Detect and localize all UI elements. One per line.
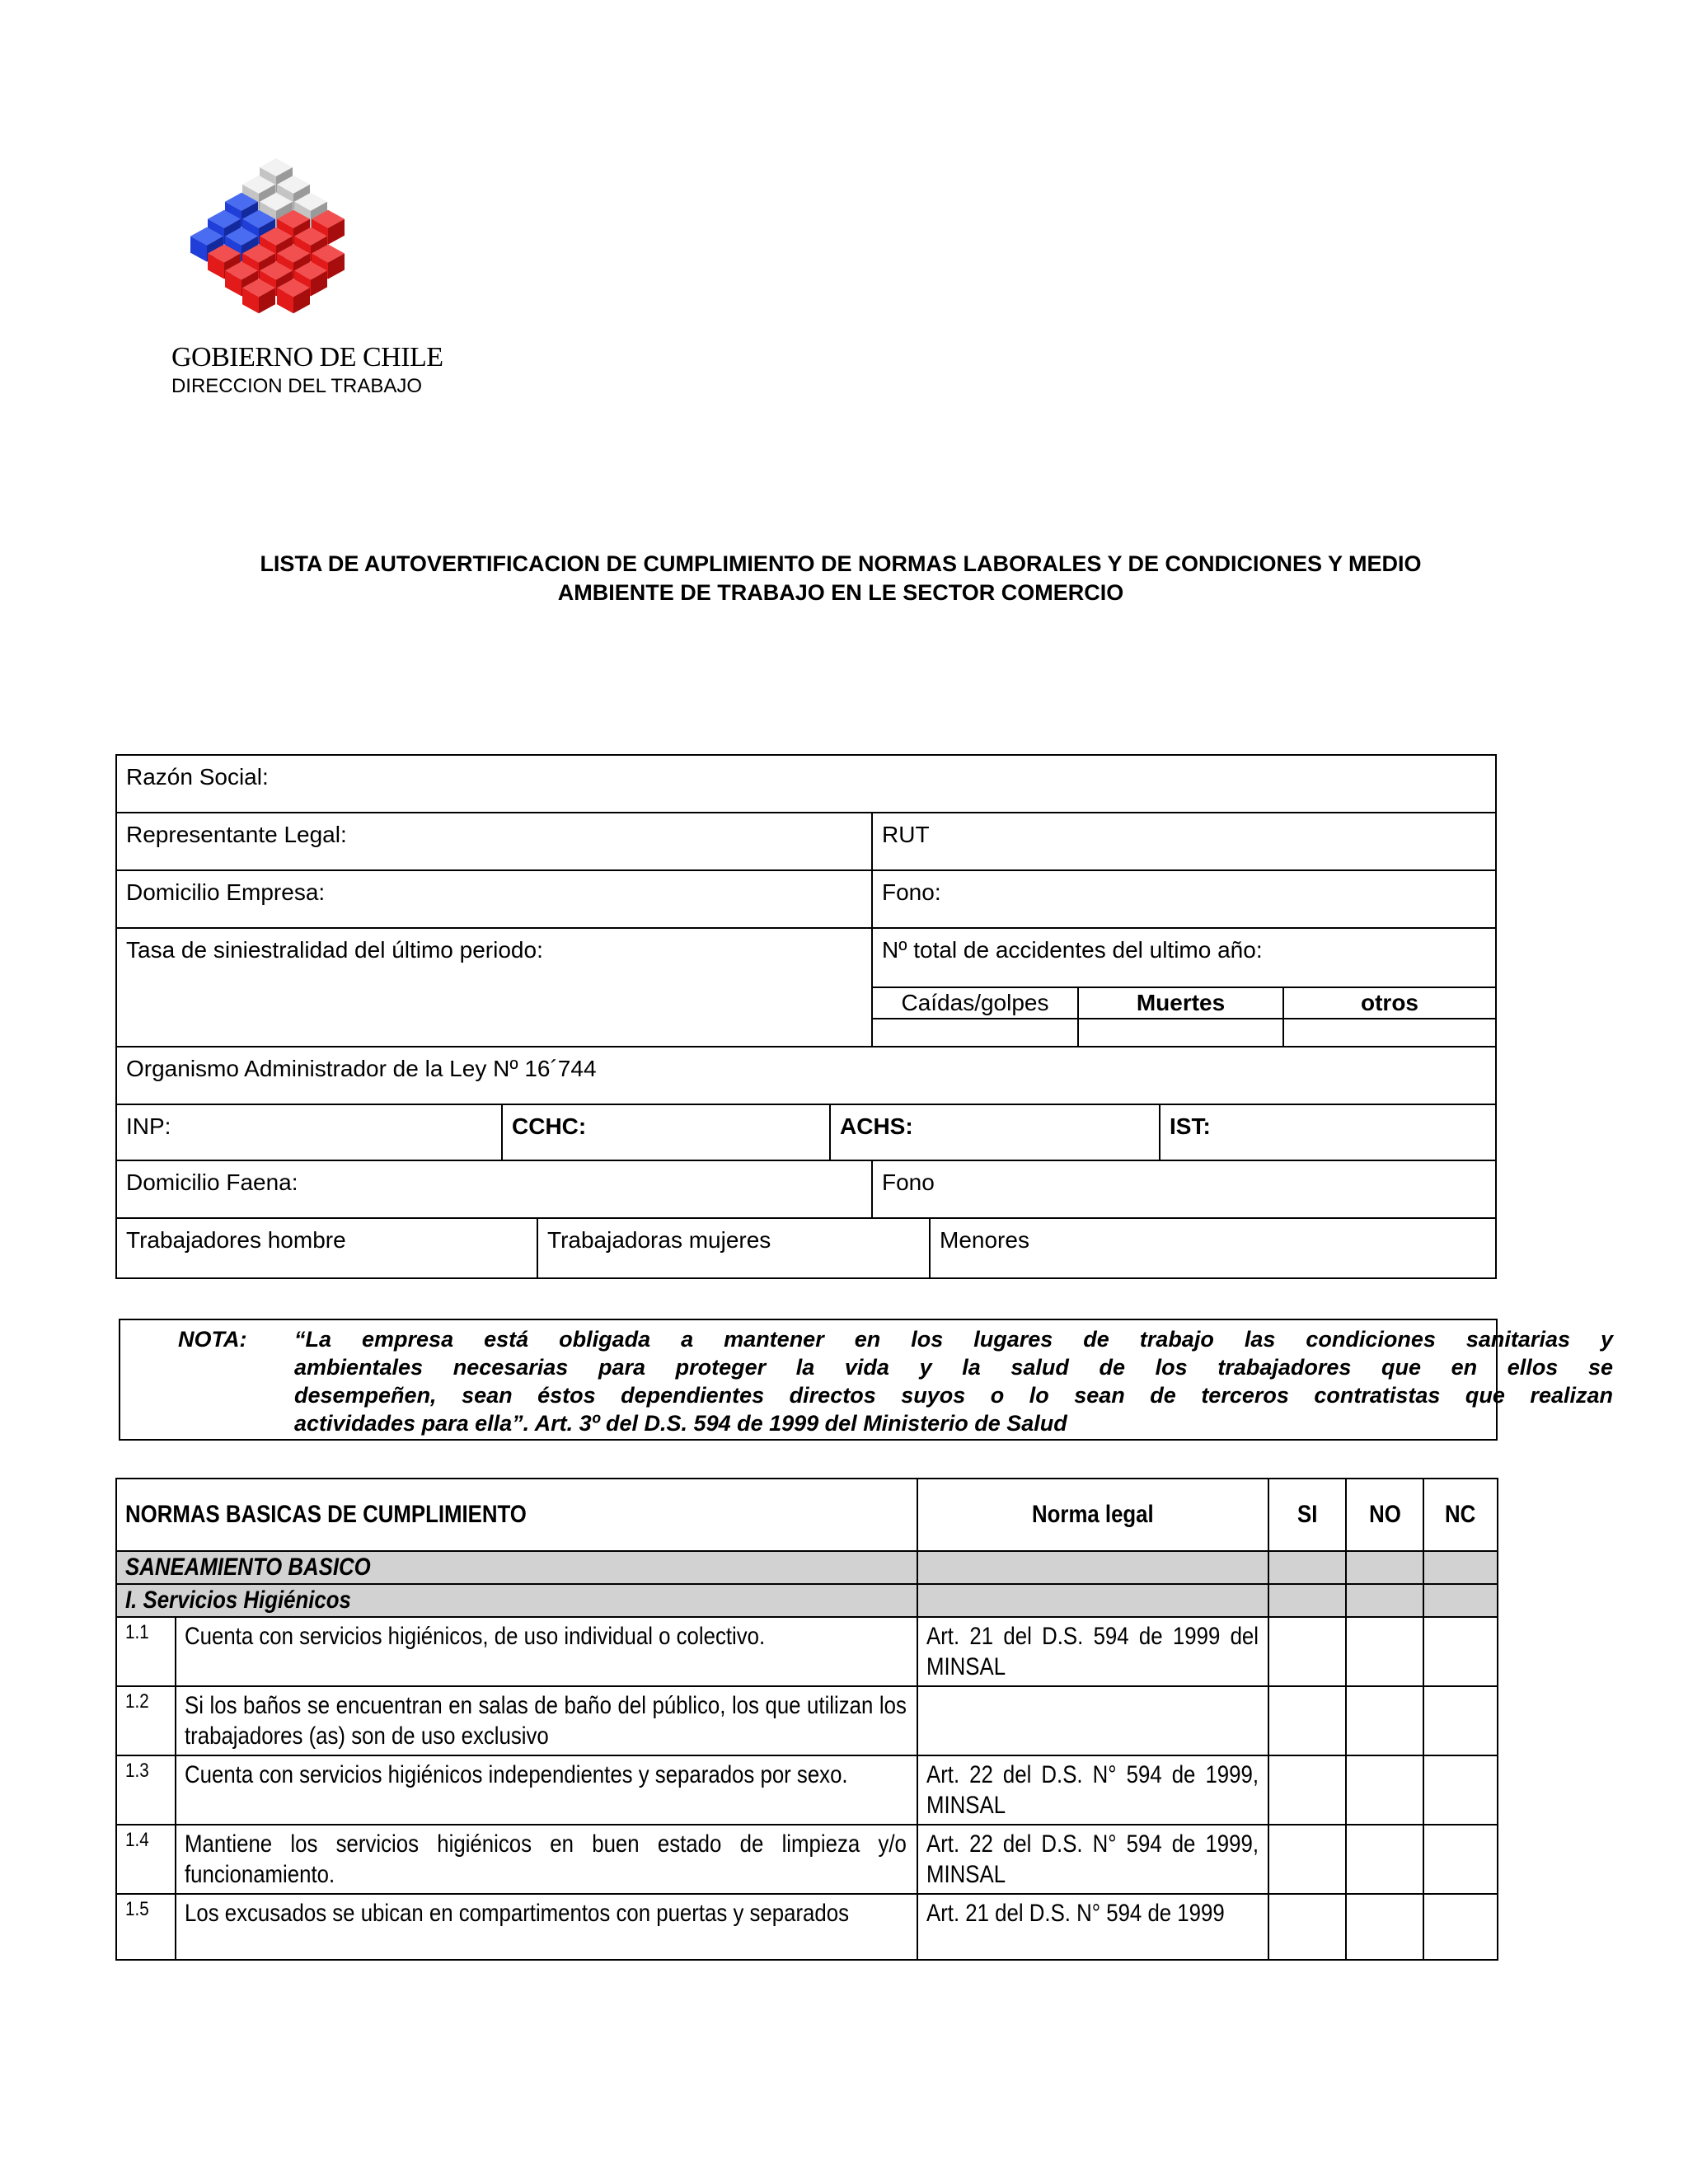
item-si-checkbox[interactable] bbox=[1268, 1755, 1346, 1825]
total-accidentes-label: Nº total de accidentes del ultimo año: bbox=[882, 937, 1263, 963]
rut-field[interactable] bbox=[873, 813, 1495, 869]
item-no-checkbox[interactable] bbox=[1346, 1825, 1423, 1894]
header-normas-basicas: NORMAS BASICAS DE CUMPLIMIENTO bbox=[116, 1479, 917, 1551]
fono-faena-field[interactable] bbox=[873, 1161, 1495, 1217]
nota-line-2: ambientales necesarias para proteger la vida y la salud de los trabajadores que en ellos se bbox=[294, 1355, 1613, 1380]
domicilio-empresa-label: Domicilio Empresa: bbox=[126, 879, 326, 905]
nota-label: NOTA: bbox=[178, 1327, 247, 1352]
representante-legal-field[interactable] bbox=[117, 813, 871, 869]
item-description: Los excusados se ubican en compartimentos con puertas y separados bbox=[176, 1894, 917, 1960]
caidas-value-input[interactable] bbox=[873, 1019, 1077, 1046]
item-norma-legal: Art. 22 del D.S. N° 594 de 1999, MINSAL bbox=[917, 1825, 1268, 1894]
representante-legal-label: Representante Legal: bbox=[126, 822, 347, 847]
table-row bbox=[116, 1894, 1498, 1960]
accident-type-otros: otros bbox=[1361, 990, 1418, 1015]
trabajadoras-mujeres-label: Trabajadoras mujeres bbox=[547, 1227, 771, 1253]
title-line-1: LISTA DE AUTOVERTIFICACION DE CUMPLIMIENTO DE NORMAS LABORALES Y DE CONDICIONES Y MEDIO bbox=[260, 551, 1422, 576]
table-row bbox=[116, 1825, 1498, 1894]
item-si-checkbox[interactable] bbox=[1268, 1894, 1346, 1960]
achs-field[interactable] bbox=[831, 1105, 1159, 1160]
nota-line-1: “La empresa está obligada a mantener en los lugares de trabajo las condiciones sanitarias y bbox=[294, 1327, 1613, 1352]
section-row bbox=[116, 1551, 1498, 1584]
item-norma-legal: Art. 21 del D.S. N° 594 de 1999 bbox=[917, 1894, 1268, 1960]
gobierno-de-chile-logo bbox=[161, 147, 443, 412]
subsection-row bbox=[116, 1584, 1498, 1617]
item-si-checkbox[interactable] bbox=[1268, 1617, 1346, 1686]
cube-pattern-logo-icon bbox=[181, 147, 404, 328]
total-accidentes-field bbox=[873, 929, 1495, 987]
item-number: 1.1 bbox=[116, 1617, 176, 1686]
tasa-siniestralidad-field[interactable] bbox=[117, 929, 871, 1046]
domicilio-faena-label: Domicilio Faena: bbox=[126, 1169, 298, 1195]
section-saneamiento-basico: SANEAMIENTO BASICO bbox=[116, 1551, 917, 1584]
nota-line-3: desempeñen, sean éstos dependientes directos suyos o lo sean de terceros contratistas que realizan bbox=[294, 1383, 1613, 1408]
item-nc-checkbox[interactable] bbox=[1423, 1894, 1498, 1960]
table-row bbox=[116, 1617, 1498, 1686]
item-nc-checkbox[interactable] bbox=[1423, 1617, 1498, 1686]
document-title bbox=[115, 550, 1566, 607]
title-line-2: AMBIENTE DE TRABAJO EN LE SECTOR COMERCIO bbox=[557, 580, 1124, 605]
menores-field[interactable] bbox=[931, 1219, 1495, 1277]
nota-line-4: actividades para ella”. Art. 3º del D.S. 594 de 1999 del Ministerio de Salud bbox=[294, 1411, 1067, 1436]
ist-label: IST: bbox=[1170, 1113, 1211, 1139]
ist-field[interactable] bbox=[1160, 1105, 1495, 1160]
domicilio-faena-field[interactable] bbox=[117, 1161, 871, 1217]
item-number: 1.4 bbox=[116, 1825, 176, 1894]
logo-org-dept: DIRECCION DEL TRABAJO bbox=[171, 375, 423, 397]
item-norma-legal: Art. 21 del D.S. 594 de 1999 del MINSAL bbox=[917, 1617, 1268, 1686]
header-norma-legal: Norma legal bbox=[917, 1479, 1268, 1551]
otros-value-input[interactable] bbox=[1284, 1019, 1495, 1046]
item-description: Si los baños se encuentran en salas de baño del público, los que utilizan los trabajadores (as) son de uso exclusivo bbox=[176, 1686, 917, 1755]
company-data-form bbox=[115, 754, 1497, 1279]
trabajadores-hombre-field[interactable] bbox=[117, 1219, 537, 1277]
trabajadoras-mujeres-field[interactable] bbox=[538, 1219, 929, 1277]
razon-social-label: Razón Social: bbox=[126, 764, 269, 790]
domicilio-empresa-field[interactable] bbox=[117, 871, 871, 927]
cchc-label: CCHC: bbox=[512, 1113, 587, 1139]
item-norma-legal: Art. 22 del D.S. N° 594 de 1999, MINSAL bbox=[917, 1755, 1268, 1825]
item-nc-checkbox[interactable] bbox=[1423, 1825, 1498, 1894]
item-si-checkbox[interactable] bbox=[1268, 1825, 1346, 1894]
cchc-field[interactable] bbox=[503, 1105, 829, 1160]
accident-type-muertes: Muertes bbox=[1136, 990, 1226, 1015]
fono-label: Fono: bbox=[882, 879, 941, 905]
item-no-checkbox[interactable] bbox=[1346, 1894, 1423, 1960]
header-si: SI bbox=[1268, 1479, 1346, 1551]
header-no: NO bbox=[1346, 1479, 1423, 1551]
inp-label: INP: bbox=[126, 1113, 171, 1139]
table-row bbox=[116, 1755, 1498, 1825]
item-number: 1.5 bbox=[116, 1894, 176, 1960]
trabajadores-hombre-label: Trabajadores hombre bbox=[126, 1227, 346, 1253]
item-number: 1.2 bbox=[116, 1686, 176, 1755]
item-no-checkbox[interactable] bbox=[1346, 1617, 1423, 1686]
menores-label: Menores bbox=[940, 1227, 1029, 1253]
logo-org-name: GOBIERNO DE CHILE bbox=[171, 342, 443, 373]
item-norma-legal bbox=[917, 1686, 1268, 1755]
razon-social-field[interactable] bbox=[117, 756, 1495, 812]
norms-header-row bbox=[116, 1479, 1498, 1551]
tasa-siniestralidad-label: Tasa de siniestralidad del último periodo: bbox=[126, 937, 543, 963]
norms-table bbox=[115, 1478, 1497, 1927]
organismo-administrador-field bbox=[117, 1047, 1495, 1104]
item-si-checkbox[interactable] bbox=[1268, 1686, 1346, 1755]
inp-field[interactable] bbox=[117, 1105, 501, 1160]
item-description: Cuenta con servicios higiénicos independientes y separados por sexo. bbox=[176, 1755, 917, 1825]
achs-label: ACHS: bbox=[840, 1113, 913, 1139]
nota-text bbox=[294, 1325, 1613, 1437]
fono-faena-label: Fono bbox=[882, 1169, 935, 1195]
header-nc: NC bbox=[1423, 1479, 1498, 1551]
fono-field[interactable] bbox=[873, 871, 1495, 927]
item-nc-checkbox[interactable] bbox=[1423, 1755, 1498, 1825]
table-row bbox=[116, 1686, 1498, 1755]
item-description: Mantiene los servicios higiénicos en buen estado de limpieza y/o funcionamiento. bbox=[176, 1825, 917, 1894]
accident-type-caidas: Caídas/golpes bbox=[901, 990, 1049, 1015]
item-number: 1.3 bbox=[116, 1755, 176, 1825]
subsection-servicios-higienicos: I. Servicios Higiénicos bbox=[116, 1584, 917, 1617]
item-description: Cuenta con servicios higiénicos, de uso individual o colectivo. bbox=[176, 1617, 917, 1686]
item-nc-checkbox[interactable] bbox=[1423, 1686, 1498, 1755]
item-no-checkbox[interactable] bbox=[1346, 1755, 1423, 1825]
muertes-value-input[interactable] bbox=[1079, 1019, 1282, 1046]
organismo-administrador-label: Organismo Administrador de la Ley Nº 16´744 bbox=[126, 1056, 597, 1081]
rut-label: RUT bbox=[882, 822, 930, 847]
item-no-checkbox[interactable] bbox=[1346, 1686, 1423, 1755]
nota-box bbox=[119, 1319, 1613, 1441]
